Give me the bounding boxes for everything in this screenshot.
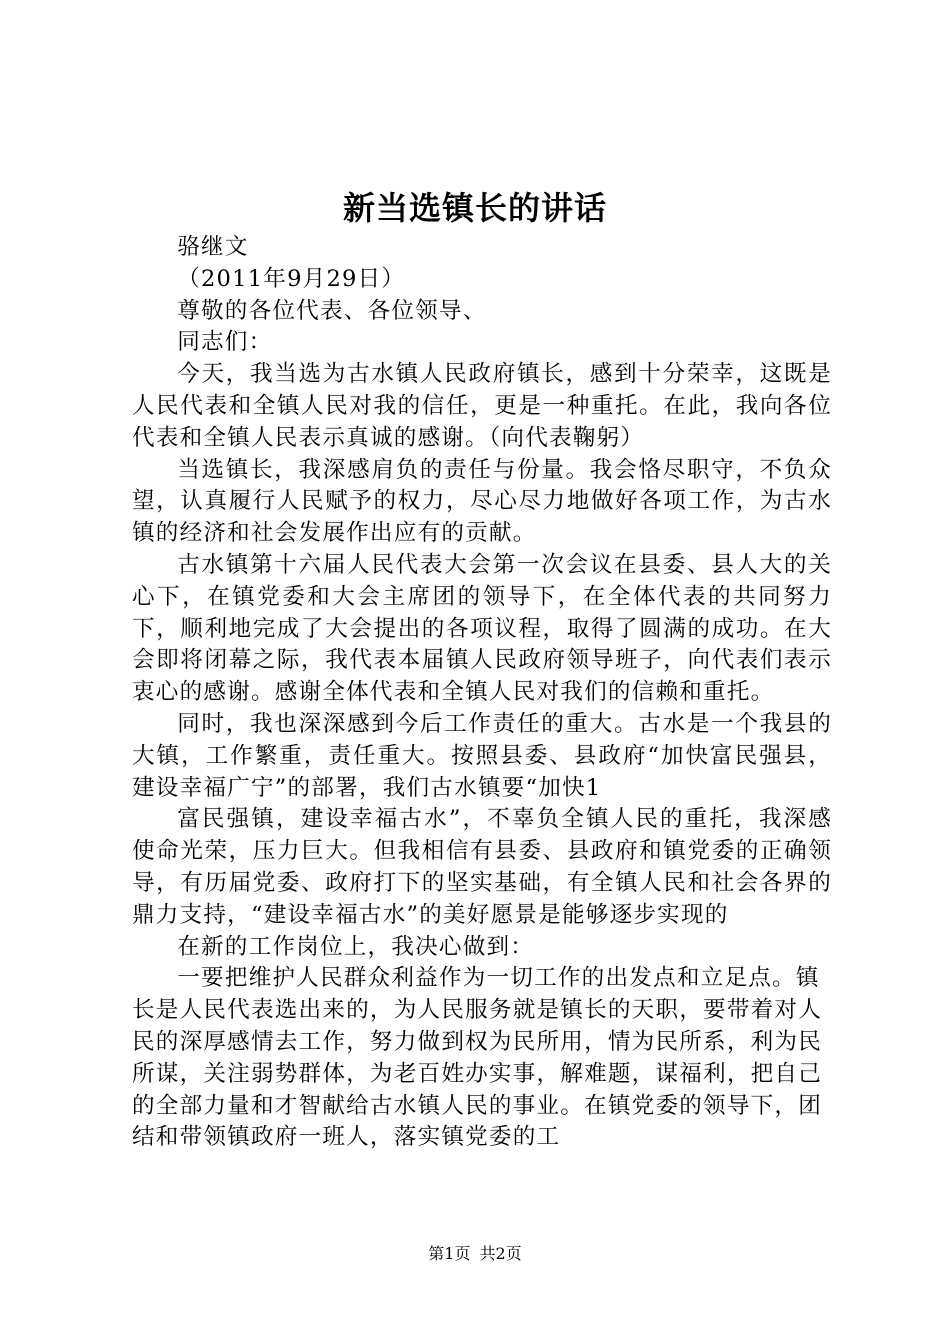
author-line: 骆继文 bbox=[177, 234, 249, 260]
body-paragraph: 同时，我也深深感到今后工作责任的重大。古水是一个我县的大镇，工作繁重，责任重大。按照县委、县政府“加快富民强县，建设幸福广宁”的部署，我们古水镇要“加快1 bbox=[132, 710, 832, 801]
salutation-line-2: 同志们： bbox=[177, 329, 273, 356]
date-line: （2011年9月29日） bbox=[177, 265, 406, 292]
body-paragraph: 今天，我当选为古水镇人民政府镇长，感到十分荣幸，这既是人民代表和全镇人民对我的信任，更是一种重托。在此，我向各位代表和全镇人民表示真诚的感谢。（向代表鞠躬） bbox=[132, 361, 832, 451]
page-number: 第1页 bbox=[428, 1244, 471, 1263]
body-paragraph: 一要把维护人民群众利益作为一切工作的出发点和立足点。镇长是人民代表选出来的，为人民服务就是镇长的天职，要带着对人民的深厚感情去工作，努力做到权为民所用，情为民所系，利为民所谋，关注弱势群体，为老百姓办实事，解难题，谋福利，把自己的全部力量和才智献给古水镇人民的事业。在镇党委的领导下，团结和带领镇政府一班人，落实镇党委的工 bbox=[132, 965, 823, 1151]
page-total: 共2页 bbox=[479, 1244, 522, 1263]
body-paragraph: 在新的工作岗位上，我决心做到： bbox=[177, 933, 535, 960]
body-paragraph: 当选镇长，我深感肩负的责任与份量。我会恪尽职守，不负众望，认真履行人民赋予的权力，尽心尽力地做好各项工作，为古水镇的经济和社会发展作出应有的贡献。 bbox=[132, 456, 832, 547]
body-paragraph: 富民强镇，建设幸福古水”，不辜负全镇人民的重托，我深感使命光荣，压力巨大。但我相信有县委、县政府和镇党委的正确领导，有历届党委、政府打下的坚实基础，有全镇人民和社会各界的鼎力支持，“建设幸福古水”的美好愿景是能够逐步实现的 bbox=[132, 806, 832, 928]
salutation-line: 尊敬的各位代表、各位领导、 bbox=[177, 297, 487, 324]
body-paragraph: 古水镇第十六届人民代表大会第一次会议在县委、县人大的关心下，在镇党委和大会主席团的领导下，在全体代表的共同努力下，顺利地完成了大会提出的各项议程，取得了圆满的成功。在大会即将闭幕之际，我代表本届镇人民政府领导班子，向代表们表示衷心的感谢。感谢全体代表和全镇人民对我们的信赖和重托。 bbox=[132, 551, 832, 706]
document-title: 新当选镇长的讲话 bbox=[342, 189, 607, 227]
page-footer bbox=[0, 1242, 950, 1266]
document-body bbox=[132, 232, 832, 1154]
